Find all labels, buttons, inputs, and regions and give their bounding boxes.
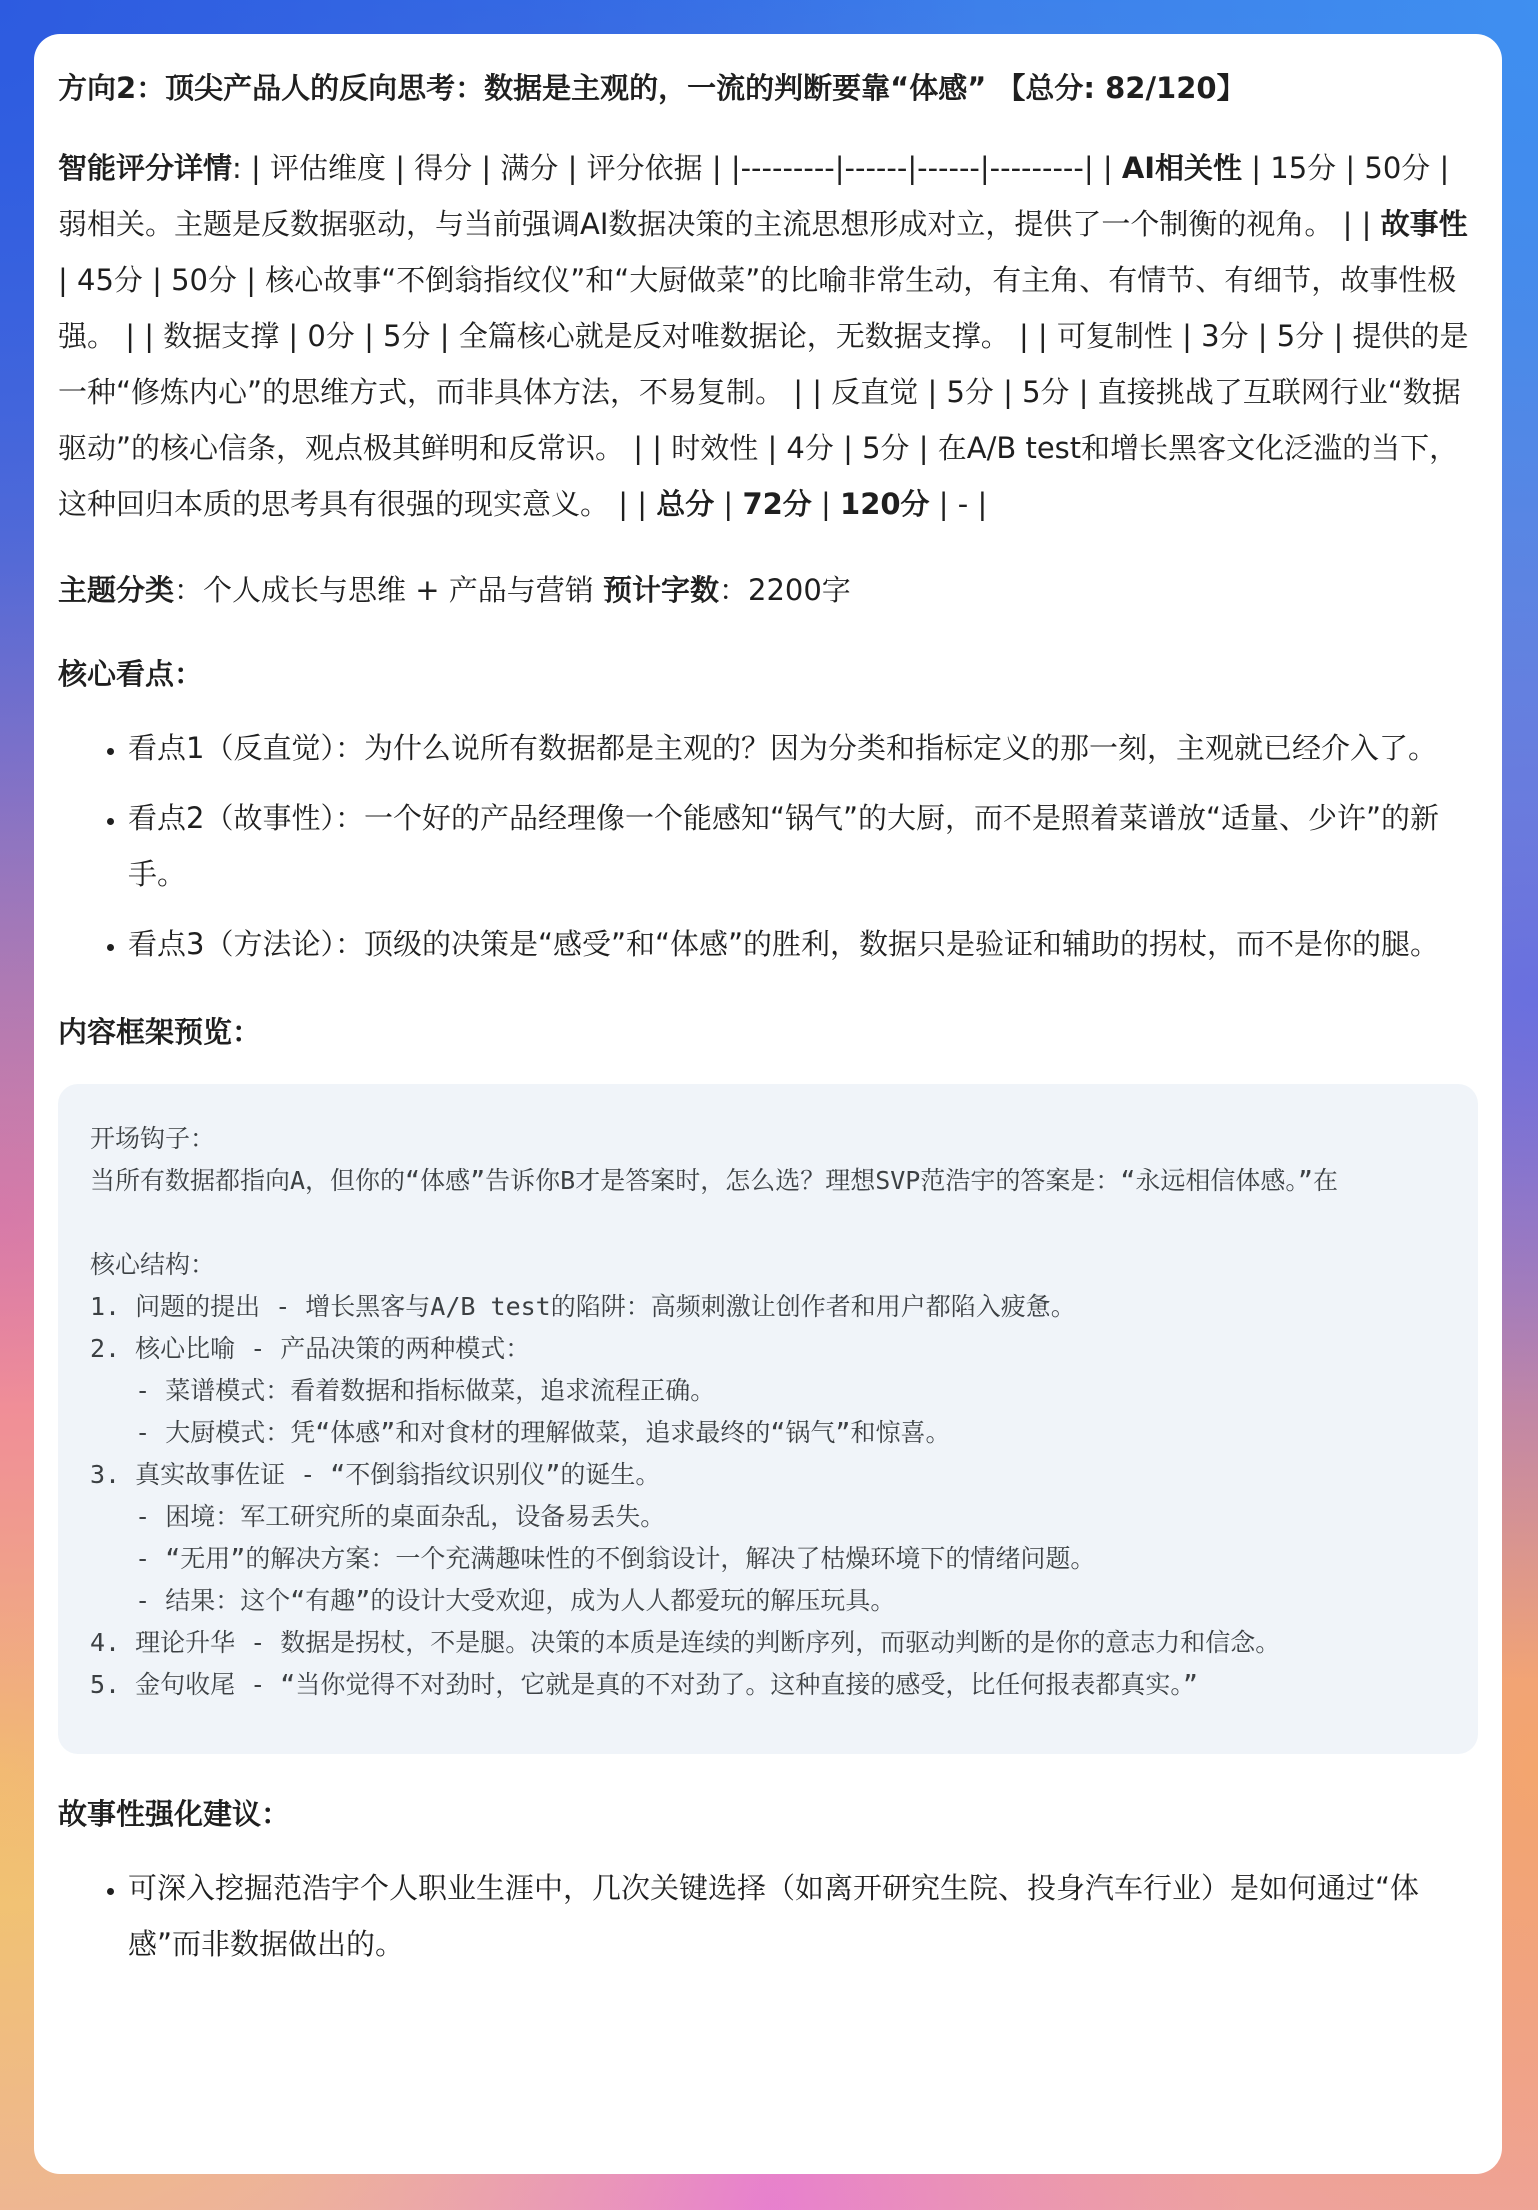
code-line: 核心结构：: [90, 1250, 216, 1279]
framework-code-block: [58, 1084, 1478, 1754]
code-line: - 大厨模式：凭“体感”和对食材的理解做菜，追求最终的“锅气”和惊喜。: [90, 1418, 951, 1447]
framework-label: 内容框架预览: [58, 1015, 233, 1049]
framework-heading: [58, 1006, 1478, 1058]
story-suggestion-label: 故事性强化建议: [58, 1797, 262, 1831]
content-card: [34, 34, 1502, 2174]
list-item: • 可深入挖掘范浩宇个人职业生涯中，几次关键选择（如离开研究生院、投身汽车行业）是如何通过“体感”而非数据做出的。: [128, 1860, 1478, 1972]
scoring-text-2: | 15分 | 50分 | 弱相关。主题是反数据驱动，与当前强调AI数据决策的主流思想形成对立，提供了一个制衡的视角。 | |: [58, 151, 1450, 241]
scoring-label: 智能评分详情: [58, 151, 233, 185]
code-line: 开场钩子：: [90, 1124, 216, 1153]
code-line: - 困境：军工研究所的桌面杂乱，设备易丢失。: [90, 1502, 666, 1531]
framework-colon: ：: [232, 1015, 262, 1049]
story-suggestion-colon: ：: [261, 1797, 291, 1831]
code-line: 2. 核心比喻 - 产品决策的两种模式：: [90, 1334, 531, 1363]
total-label: 总分: [656, 487, 715, 521]
direction-title: 方向2：顶尖产品人的反向思考：数据是主观的，一流的判断要靠“体感” 【总分: 82/120】: [58, 71, 1246, 105]
code-line: - “无用”的解决方案：一个充满趣味性的不倒翁设计，解决了枯燥环境下的情绪问题。: [90, 1544, 1096, 1573]
scoring-text-4: |: [714, 487, 743, 521]
category-value: ：个人成长与思维 + 产品与营销: [174, 573, 603, 607]
max-value: 120分: [840, 487, 930, 521]
code-line: 当所有数据都指向A，但你的“体感”告诉你B才是答案时，怎么选？理想SVP范浩宇的答案是：“永远相信体感。”在: [90, 1166, 1338, 1195]
list-item: • 看点3（方法论）：顶级的决策是“感受”和“体感”的胜利，数据只是验证和辅助的拐杖，而不是你的腿。: [128, 916, 1478, 972]
code-line: - 菜谱模式：看着数据和指标做菜，追求流程正确。: [90, 1376, 716, 1405]
code-line: - 结果：这个“有趣”的设计大受欢迎，成为人人都爱玩的解压玩具。: [90, 1586, 896, 1615]
category-label: 主题分类: [58, 573, 175, 607]
highlights-heading: [58, 648, 1478, 700]
scoring-text-6: | - |: [929, 487, 988, 521]
word-count-value: ：2200字: [719, 573, 851, 607]
highlights-list: [58, 720, 1478, 972]
ai-relevance-label: AI相关性: [1121, 151, 1243, 185]
total-value: 72分: [742, 487, 812, 521]
code-line: 5. 金句收尾 - “当你觉得不对劲时，它就是真的不对劲了。这种直接的感受，比任何报表都真实。”: [90, 1670, 1198, 1699]
scoring-text-5: |: [811, 487, 841, 521]
highlights-colon: ：: [174, 657, 204, 691]
story-suggestion-heading: [58, 1788, 1478, 1840]
code-line: 3. 真实故事佐证 - “不倒翁指纹识别仪”的诞生。: [90, 1460, 661, 1489]
framework-code: [90, 1118, 1478, 1706]
code-line: 1. 问题的提出 - 增长黑客与A/B test的陷阱：高频刺激让创作者和用户都陷入疲惫。: [90, 1292, 1076, 1321]
scoring-text-3: | 45分 | 50分 | 核心故事“不倒翁指纹仪”和“大厨做菜”的比喻非常生动，有主角、有情节、有细节，故事性极强。 | | 数据支撑 | 0分 | 5分 | 全篇核心就是反对唯数据论，无数据支撑。 | | 可复制性 | 3分 | 5分 | 提供的是一种“修炼内心”的思维方式，而非具体方法，不易复制。 | | 反直觉 | 5分 | 5分 | 直接挑战了互联网行业“数据驱动”的核心信条，观点极其鲜明和反常识。 | | 时效性 | 4分 | 5分 | 在A/B test和增长黑客文化泛滥的当下，这种回归本质的思考具有很强的现实意义。 | |: [58, 263, 1469, 521]
list-item: • 看点2（故事性）：一个好的产品经理像一个能感知“锅气”的大厨，而不是照着菜谱放“适量、少许”的新手。: [128, 790, 1478, 902]
scoring-details: [58, 140, 1478, 532]
code-line: 4. 理论升华 - 数据是拐杖，不是腿。决策的本质是连续的判断序列，而驱动判断的是你的意志力和信念。: [90, 1628, 1281, 1657]
word-count-label: 预计字数: [602, 573, 719, 607]
list-item: • 看点1（反直觉）：为什么说所有数据都是主观的？因为分类和指标定义的那一刻，主观就已经介入了。: [128, 720, 1478, 776]
scoring-text-1: : | 评估维度 | 得分 | 满分 | 评分依据 | |---------|------|------|---------| |: [232, 151, 1122, 185]
story-suggestion-list: [58, 1860, 1478, 1972]
story-label: 故事性: [1380, 207, 1468, 241]
highlights-label: 核心看点: [58, 657, 175, 691]
topic-meta: [58, 562, 1478, 618]
